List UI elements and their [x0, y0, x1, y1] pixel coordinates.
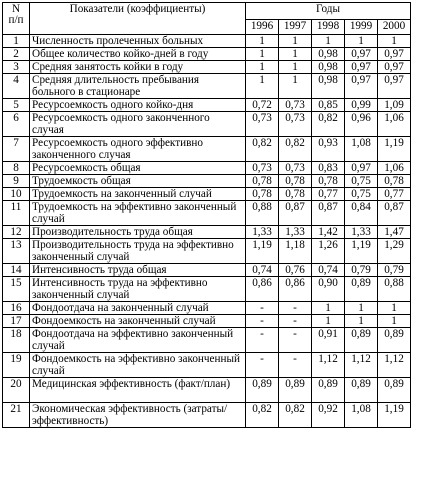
value-cell: -: [246, 353, 279, 378]
value-cell: 1: [279, 74, 312, 99]
indicator-name: Ресурсоемкость общая: [30, 162, 246, 175]
table-row: [3, 201, 411, 226]
header-year: 1998: [312, 19, 345, 34]
value-cell: 0,86: [279, 277, 312, 302]
table-row: [3, 353, 411, 378]
value-cell: 1,33: [246, 226, 279, 239]
value-cell: 1: [312, 35, 345, 48]
indicator-name: Фондоемкость на эффективно законченный случай: [30, 353, 246, 378]
row-number: 1: [3, 35, 30, 48]
value-cell: 0,89: [246, 378, 279, 403]
value-cell: 0,73: [246, 112, 279, 137]
value-cell: -: [279, 315, 312, 328]
value-cell: 0,73: [279, 99, 312, 112]
value-cell: 1,12: [312, 353, 345, 378]
value-cell: 1: [345, 315, 378, 328]
value-cell: 1,29: [378, 239, 411, 264]
table-row: [3, 378, 411, 403]
value-cell: 0,77: [312, 188, 345, 201]
value-cell: 0,78: [246, 175, 279, 188]
indicator-name: Средняя длительность пребывания больного в стационаре: [30, 74, 246, 99]
value-cell: 1,06: [378, 162, 411, 175]
value-cell: 0,79: [345, 264, 378, 277]
value-cell: 0,82: [312, 112, 345, 137]
table-row: [3, 74, 411, 99]
value-cell: 0,96: [345, 112, 378, 137]
value-cell: 0,75: [345, 175, 378, 188]
header-year: 1997: [279, 19, 312, 34]
header-indicators: Показатели (коэффициенты): [30, 3, 246, 35]
value-cell: 1,12: [345, 353, 378, 378]
row-number: 2: [3, 48, 30, 61]
value-cell: 0,79: [378, 264, 411, 277]
row-number: 17: [3, 315, 30, 328]
value-cell: 1,19: [378, 403, 411, 428]
value-cell: 0,82: [246, 137, 279, 162]
indicator-name: Производительность труда общая: [30, 226, 246, 239]
row-number: 14: [3, 264, 30, 277]
row-number: 7: [3, 137, 30, 162]
value-cell: 1,18: [279, 239, 312, 264]
indicator-name: Ресурсоемкость одного законченного случая: [30, 112, 246, 137]
table-row: [3, 264, 411, 277]
header-year: 1996: [246, 19, 279, 34]
indicator-name: Фондоотдача на эффективно законченный случай: [30, 328, 246, 353]
value-cell: 0,98: [312, 48, 345, 61]
indicator-name: Фондоотдача на законченный случай: [30, 302, 246, 315]
table-row: [3, 403, 411, 428]
value-cell: 0,89: [312, 378, 345, 403]
value-cell: 0,87: [378, 201, 411, 226]
value-cell: 1,47: [378, 226, 411, 239]
table-row: [3, 277, 411, 302]
value-cell: 1: [246, 35, 279, 48]
value-cell: 0,78: [279, 188, 312, 201]
value-cell: 0,74: [246, 264, 279, 277]
row-number: 10: [3, 188, 30, 201]
indicator-name: Численность пролеченных больных: [30, 35, 246, 48]
table-row: [3, 315, 411, 328]
value-cell: 0,86: [246, 277, 279, 302]
value-cell: 0,84: [345, 201, 378, 226]
value-cell: -: [246, 302, 279, 315]
value-cell: 0,82: [246, 403, 279, 428]
value-cell: 0,87: [279, 201, 312, 226]
row-number: 9: [3, 175, 30, 188]
row-number: 3: [3, 61, 30, 74]
table-row: [3, 188, 411, 201]
header-number: [3, 3, 30, 35]
header-year: 2000: [378, 19, 411, 34]
indicator-name: Интенсивность труда общая: [30, 264, 246, 277]
value-cell: 0,73: [279, 112, 312, 137]
value-cell: 1,08: [345, 137, 378, 162]
value-cell: -: [246, 315, 279, 328]
value-cell: 1,09: [378, 99, 411, 112]
value-cell: 0,90: [312, 277, 345, 302]
value-cell: 0,87: [312, 201, 345, 226]
value-cell: 0,73: [246, 162, 279, 175]
value-cell: 0,89: [345, 277, 378, 302]
value-cell: 0,97: [378, 48, 411, 61]
table-row: [3, 302, 411, 315]
value-cell: 0,89: [279, 378, 312, 403]
row-number: 20: [3, 378, 30, 403]
table-row: [3, 61, 411, 74]
value-cell: 0,73: [279, 162, 312, 175]
value-cell: 1,33: [279, 226, 312, 239]
coefficients-table: [2, 2, 411, 428]
value-cell: 1: [378, 35, 411, 48]
header-number-line1: N: [11, 3, 21, 15]
table-row: [3, 162, 411, 175]
document-page: [2, 2, 411, 428]
value-cell: -: [279, 302, 312, 315]
indicator-name: Средняя занятость койки в году: [30, 61, 246, 74]
value-cell: 1,12: [378, 353, 411, 378]
value-cell: 1: [279, 35, 312, 48]
row-number: 11: [3, 201, 30, 226]
value-cell: 0,97: [345, 74, 378, 99]
value-cell: 0,77: [378, 188, 411, 201]
value-cell: 1,42: [312, 226, 345, 239]
value-cell: 1: [378, 315, 411, 328]
value-cell: 0,74: [312, 264, 345, 277]
value-cell: 0,82: [279, 137, 312, 162]
value-cell: 0,78: [378, 175, 411, 188]
header-number-line2: п/п: [8, 14, 24, 26]
row-number: 18: [3, 328, 30, 353]
value-cell: 1: [312, 302, 345, 315]
value-cell: 0,85: [312, 99, 345, 112]
value-cell: 1,19: [378, 137, 411, 162]
indicator-name: Трудоемкость на эффективно законченный случай: [30, 201, 246, 226]
value-cell: 1: [345, 302, 378, 315]
table-row: [3, 112, 411, 137]
value-cell: 1,06: [378, 112, 411, 137]
value-cell: 0,78: [246, 188, 279, 201]
value-cell: 1,19: [246, 239, 279, 264]
value-cell: 1: [345, 35, 378, 48]
value-cell: 1: [312, 315, 345, 328]
value-cell: 0,89: [378, 378, 411, 403]
value-cell: 0,93: [312, 137, 345, 162]
value-cell: 0,97: [345, 48, 378, 61]
row-number: 16: [3, 302, 30, 315]
value-cell: 0,97: [345, 162, 378, 175]
row-number: 12: [3, 226, 30, 239]
value-cell: 0,83: [312, 162, 345, 175]
value-cell: 0,98: [312, 74, 345, 99]
value-cell: 0,99: [345, 99, 378, 112]
value-cell: 0,75: [345, 188, 378, 201]
value-cell: 0,97: [345, 61, 378, 74]
value-cell: 1: [246, 61, 279, 74]
header-years: Годы: [246, 3, 411, 20]
value-cell: 1: [378, 302, 411, 315]
table-row: [3, 137, 411, 162]
indicator-name: Интенсивность труда на эффективно законченный случай: [30, 277, 246, 302]
value-cell: 1,19: [345, 239, 378, 264]
value-cell: 1: [279, 61, 312, 74]
indicator-name: Экономическая эффективность (затраты/эффективность): [30, 403, 246, 428]
value-cell: 1,08: [345, 403, 378, 428]
value-cell: 0,88: [246, 201, 279, 226]
value-cell: 1: [246, 74, 279, 99]
indicator-name: Общее количество койко-дней в году: [30, 48, 246, 61]
value-cell: 0,97: [378, 61, 411, 74]
value-cell: 1,26: [312, 239, 345, 264]
value-cell: 0,72: [246, 99, 279, 112]
indicator-name: Фондоемкость на законченный случай: [30, 315, 246, 328]
value-cell: 0,89: [345, 328, 378, 353]
indicator-name: Производительность труда на эффективно законченный случай: [30, 239, 246, 264]
row-number: 4: [3, 74, 30, 99]
row-number: 5: [3, 99, 30, 112]
value-cell: 0,88: [378, 277, 411, 302]
value-cell: 1: [246, 48, 279, 61]
row-number: 8: [3, 162, 30, 175]
value-cell: 0,76: [279, 264, 312, 277]
row-number: 6: [3, 112, 30, 137]
row-number: 19: [3, 353, 30, 378]
value-cell: -: [279, 328, 312, 353]
value-cell: 0,82: [279, 403, 312, 428]
row-number: 13: [3, 239, 30, 264]
indicator-name: Медицинская эффективность (факт/план): [30, 378, 246, 403]
value-cell: -: [246, 328, 279, 353]
table-row: [3, 35, 411, 48]
table-row: [3, 175, 411, 188]
indicator-name: Ресурсоемкость одного койко-дня: [30, 99, 246, 112]
value-cell: 0,89: [345, 378, 378, 403]
value-cell: 0,92: [312, 403, 345, 428]
value-cell: 0,91: [312, 328, 345, 353]
indicator-name: Ресурсоемкость одного эффективно законченного случая: [30, 137, 246, 162]
value-cell: 0,98: [312, 61, 345, 74]
value-cell: 0,78: [279, 175, 312, 188]
value-cell: 1,33: [345, 226, 378, 239]
table-row: [3, 239, 411, 264]
table-row: [3, 328, 411, 353]
indicator-name: Трудоемкость общая: [30, 175, 246, 188]
table-row: [3, 226, 411, 239]
table-row: [3, 48, 411, 61]
value-cell: 0,97: [378, 74, 411, 99]
header-year: 1999: [345, 19, 378, 34]
table-row: [3, 99, 411, 112]
indicator-name: Трудоемкость на законченный случай: [30, 188, 246, 201]
value-cell: 0,89: [378, 328, 411, 353]
value-cell: 1: [279, 48, 312, 61]
value-cell: -: [279, 353, 312, 378]
row-number: 15: [3, 277, 30, 302]
row-number: 21: [3, 403, 30, 428]
value-cell: 0,78: [312, 175, 345, 188]
